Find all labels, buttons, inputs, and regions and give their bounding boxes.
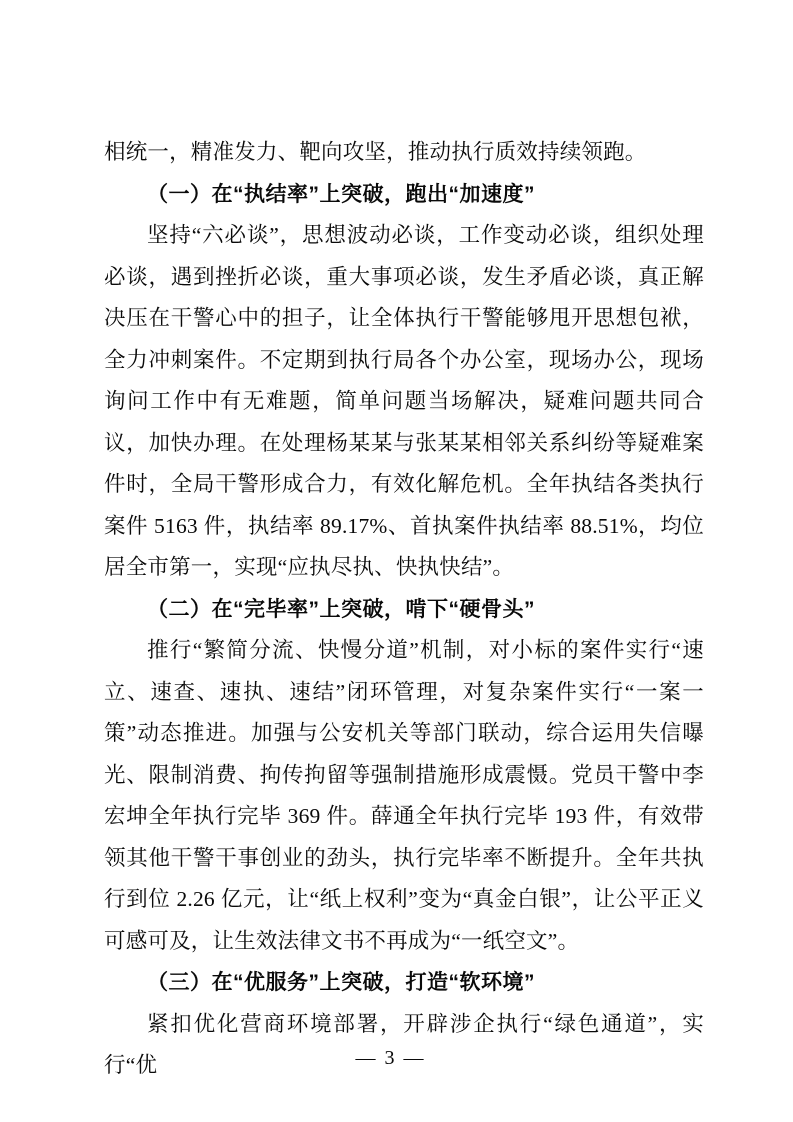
paragraph-section-two: 推行“繁简分流、快慢分道”机制，对小标的案件实行“速立、速查、速执、速结”闭环管理，对复杂案件实行“一案一策”动态推进。加强与公安机关等部门联动，综合运用失信曝光、限制消费、拘传拘留等强制措施形成震慑。党员干警中李宏坤全年执行完毕 369 件。薛通全年执行完毕 193 件，有效带领其他干警干事创业的劲头，执行完毕率不断提升。全年共执行到位 2.26 亿元，让“纸上权利”变为“真金白银”，让公平正义可感可及，让生效法律文书不再成为“一纸空文”。	[104, 638, 704, 953]
section-heading-three: （三）在“优服务”上突破，打造“软环境”	[147, 971, 535, 994]
paragraph-section-one: 坚持“六必谈”，思想波动必谈，工作变动必谈，组织处理必谈，遇到挫折必谈，重大事项必谈，发生矛盾必谈，真正解决压在干警心中的担子，让全体执行干警能够甩开思想包袱，全力冲刺案件。不定期到执行局各个办公室，现场办公，现场询问工作中有无难题，简单问题当场解决，疑难问题共同合议，加快办理。在处理杨某某与张某某相邻关系纠纷等疑难案件时，全局干警形成合力，有效化解危机。全年执结各类执行案件 5163 件，执结率 89.17%、首执案件执结率 88.51%，均位居全市第一，实现“应执尽执、快执快结”。	[104, 223, 704, 579]
page-number-label: — 3 —	[355, 1047, 426, 1069]
paragraph-continuation: 相统一，精准发力、靶向攻坚，推动执行质效持续领跑。	[104, 140, 647, 164]
document-body	[104, 132, 704, 1087]
page-number	[0, 1047, 793, 1070]
section-heading-two: （二）在“完毕率”上突破，啃下“硬骨头”	[147, 597, 535, 621]
section-heading-one: （一）在“执结率”上突破，跑出“加速度”	[147, 182, 535, 206]
paragraph-section-three: 紧扣优化营商环境部署，开辟涉企执行“绿色通道”，实行“优	[104, 1011, 704, 1077]
